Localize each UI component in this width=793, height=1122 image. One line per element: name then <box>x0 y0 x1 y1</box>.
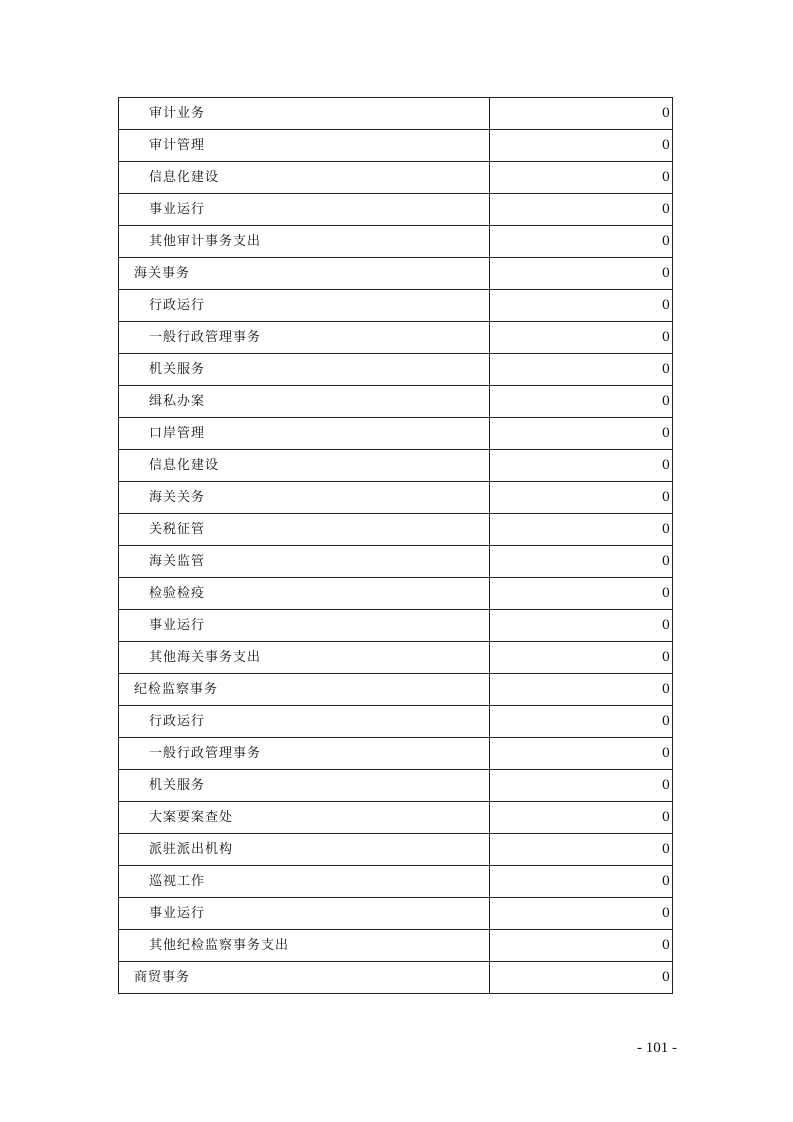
table-row <box>119 738 673 770</box>
table-row <box>119 162 673 194</box>
row-value-cell: 0 <box>490 610 673 642</box>
row-name-cell: 事业运行 <box>119 610 490 642</box>
row-name-cell: 巡视工作 <box>119 866 490 898</box>
row-name-cell: 海关事务 <box>119 258 490 290</box>
row-name-cell: 口岸管理 <box>119 418 490 450</box>
row-value-cell: 0 <box>490 770 673 802</box>
row-value-cell: 0 <box>490 578 673 610</box>
page-number: - 101 - <box>637 1040 677 1056</box>
row-value-cell: 0 <box>490 226 673 258</box>
table-row <box>119 514 673 546</box>
row-value-cell: 0 <box>490 354 673 386</box>
row-value-cell: 0 <box>490 258 673 290</box>
table-row <box>119 706 673 738</box>
row-name-cell: 机关服务 <box>119 770 490 802</box>
row-name-cell: 派驻派出机构 <box>119 834 490 866</box>
row-value-cell: 0 <box>490 290 673 322</box>
table-row <box>119 226 673 258</box>
row-name-cell: 其他纪检监察事务支出 <box>119 930 490 962</box>
row-value-cell: 0 <box>490 738 673 770</box>
row-name-cell: 关税征管 <box>119 514 490 546</box>
row-name-cell: 缉私办案 <box>119 386 490 418</box>
row-name-cell: 其他海关事务支出 <box>119 642 490 674</box>
row-name-cell: 事业运行 <box>119 898 490 930</box>
row-name-cell: 其他审计事务支出 <box>119 226 490 258</box>
row-value-cell: 0 <box>490 450 673 482</box>
row-value-cell: 0 <box>490 386 673 418</box>
table-row <box>119 450 673 482</box>
row-value-cell: 0 <box>490 930 673 962</box>
row-value-cell: 0 <box>490 162 673 194</box>
table-row <box>119 130 673 162</box>
table-row <box>119 578 673 610</box>
row-value-cell: 0 <box>490 418 673 450</box>
row-value-cell: 0 <box>490 98 673 130</box>
row-value-cell: 0 <box>490 706 673 738</box>
row-name-cell: 信息化建设 <box>119 450 490 482</box>
table-row <box>119 866 673 898</box>
row-name-cell: 纪检监察事务 <box>119 674 490 706</box>
row-name-cell: 审计管理 <box>119 130 490 162</box>
row-name-cell: 行政运行 <box>119 706 490 738</box>
table-row <box>119 642 673 674</box>
row-value-cell: 0 <box>490 802 673 834</box>
row-name-cell: 审计业务 <box>119 98 490 130</box>
table-row <box>119 322 673 354</box>
table-row <box>119 898 673 930</box>
table-row <box>119 418 673 450</box>
table-row <box>119 674 673 706</box>
row-name-cell: 信息化建设 <box>119 162 490 194</box>
row-name-cell: 机关服务 <box>119 354 490 386</box>
table-row <box>119 386 673 418</box>
table-row <box>119 834 673 866</box>
table-row <box>119 290 673 322</box>
row-value-cell: 0 <box>490 546 673 578</box>
row-name-cell: 一般行政管理事务 <box>119 738 490 770</box>
table-row <box>119 770 673 802</box>
table-row <box>119 258 673 290</box>
row-name-cell: 行政运行 <box>119 290 490 322</box>
table-row <box>119 98 673 130</box>
table-row <box>119 546 673 578</box>
budget-table <box>118 97 673 994</box>
row-value-cell: 0 <box>490 898 673 930</box>
row-name-cell: 商贸事务 <box>119 962 490 994</box>
table-row <box>119 194 673 226</box>
row-value-cell: 0 <box>490 482 673 514</box>
table-row <box>119 482 673 514</box>
row-value-cell: 0 <box>490 866 673 898</box>
row-value-cell: 0 <box>490 834 673 866</box>
table-row <box>119 930 673 962</box>
row-value-cell: 0 <box>490 514 673 546</box>
row-name-cell: 事业运行 <box>119 194 490 226</box>
table-row <box>119 354 673 386</box>
table-row <box>119 962 673 994</box>
row-name-cell: 检验检疫 <box>119 578 490 610</box>
row-value-cell: 0 <box>490 962 673 994</box>
row-name-cell: 大案要案查处 <box>119 802 490 834</box>
table-row <box>119 610 673 642</box>
row-name-cell: 一般行政管理事务 <box>119 322 490 354</box>
row-value-cell: 0 <box>490 130 673 162</box>
row-value-cell: 0 <box>490 642 673 674</box>
row-value-cell: 0 <box>490 194 673 226</box>
row-name-cell: 海关关务 <box>119 482 490 514</box>
row-value-cell: 0 <box>490 674 673 706</box>
row-value-cell: 0 <box>490 322 673 354</box>
table-body <box>119 98 673 994</box>
row-name-cell: 海关监管 <box>119 546 490 578</box>
table-row <box>119 802 673 834</box>
